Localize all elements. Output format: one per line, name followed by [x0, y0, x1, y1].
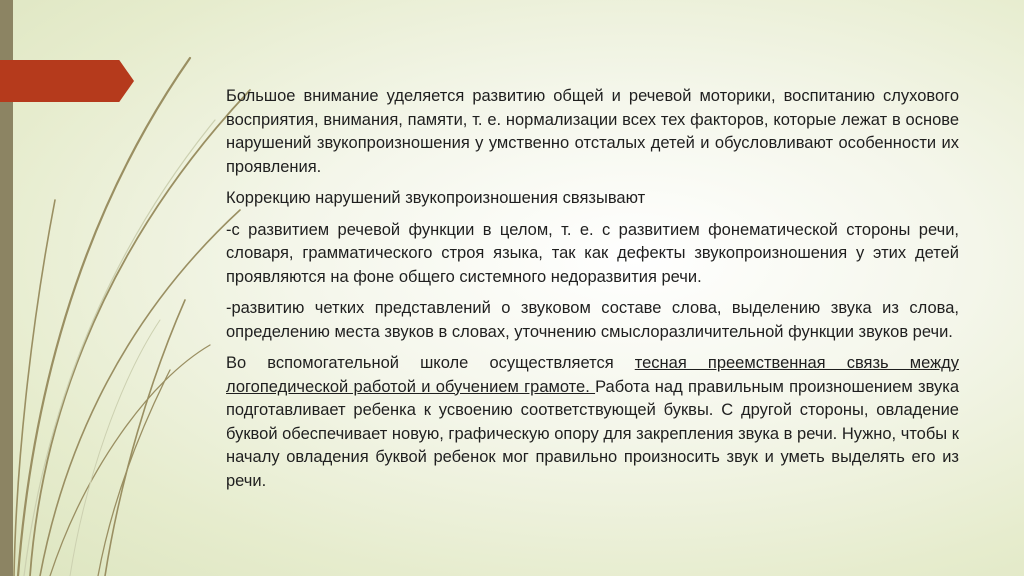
grass-line	[30, 90, 250, 576]
paragraph-intro: Большое внимание уделяется развитию общей и речевой моторики, воспитанию слухового восприятия, внимания, памяти, т. е. нормализации всех тех факторов, которые лежат в основе нарушений звукопроизношения у умственно отсталых детей и обусловливают особенности их проявления.	[226, 87, 959, 176]
underlined-phrase: тесная преемственная связь между логопедической работой и обучением грамоте.	[226, 354, 959, 396]
grass-line	[98, 370, 170, 576]
accent-arrow-shape	[0, 60, 134, 102]
grass-line	[14, 200, 55, 576]
paragraph-correction-heading: Коррекцию нарушений звукопроизношения связывают	[226, 189, 646, 207]
paragraph-auxiliary-school-start: Во вспомогательной школе осуществляется	[226, 354, 635, 372]
paragraph-sound-composition: -развитию четких представлений о звуковом составе слова, выделению звука из слова, определению места звуков в словах, уточнению смыслоразличительной функции звуков речи.	[226, 299, 959, 341]
paragraph-speech-function: -с развитием речевой функции в целом, т. е. с развитием фонематической стороны речи, словаря, грамматического строя языка, так как дефекты звукопроизношения у этих детей проявляются на фоне общего системного недоразвития речи.	[226, 220, 959, 286]
paragraph-auxiliary-school-end: Работа над правильным произношением звука подготавливает ребенка к усвоению соответствующей буквы. С другой стороны, овладение буквой обеспечивает новую, графическую опору для закрепления звука в речи. Нужно, чтобы к началу овладения буквой ребенок мог правильно произносить звук и уметь выделять его из речи.	[226, 377, 959, 490]
grass-line	[70, 320, 160, 576]
grass-line	[18, 58, 190, 576]
grass-line	[24, 120, 215, 576]
slide-body-text	[226, 85, 959, 501]
grass-line	[40, 210, 240, 576]
paragraph-auxiliary-school	[226, 352, 959, 493]
